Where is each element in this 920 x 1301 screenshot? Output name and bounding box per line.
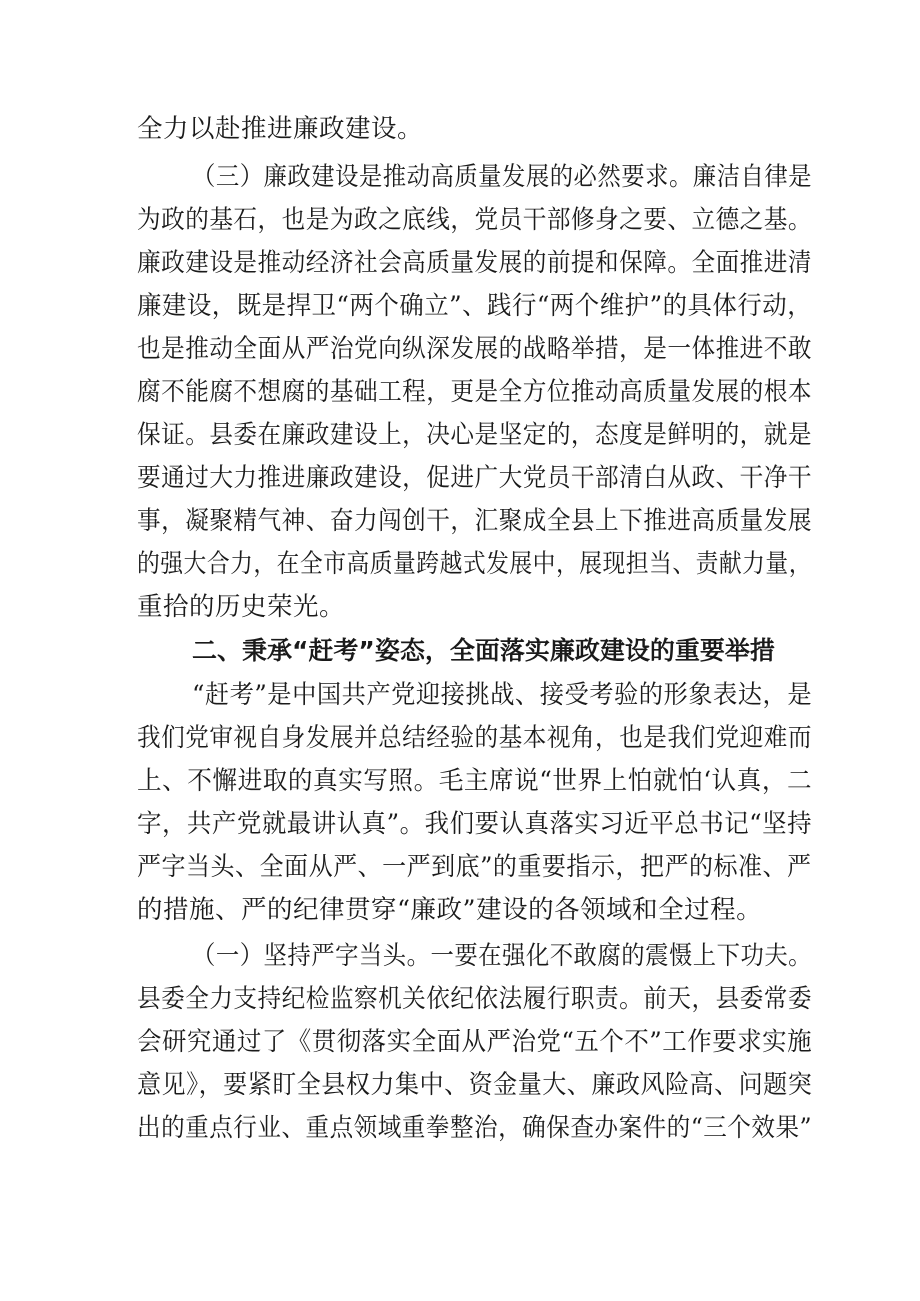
paragraph-line: 县委全力支持纪检监察机关依纪依法履行职责。前天，县委常委	[137, 984, 813, 1014]
paragraph-line: 出的重点行业、重点领域重拳整治，确保查办案件的“三个效果”	[137, 1113, 813, 1143]
paragraph-line: 廉建设，既是捍卫“两个确立”、践行“两个维护”的具体行动，	[137, 291, 813, 321]
paragraph-line: 我们党审视自身发展并总结经验的基本视角，也是我们党迎难而	[137, 723, 813, 753]
paragraph-line: 重拾的历史荣光。	[137, 592, 346, 622]
paragraph-line: 事，凝聚精气神、奋力闯创干，汇聚成全县上下推进高质量发展	[137, 506, 813, 536]
paragraph-line: 腐不能腐不想腐的基础工程，更是全方位推动高质量发展的根本	[137, 377, 813, 407]
paragraph-line: 字，共产党就最讲认真”。我们要认真落实习近平总书记“坚持	[137, 809, 813, 839]
paragraph-line: 保证。县委在廉政建设上，决心是坚定的，态度是鲜明的，就是	[137, 420, 813, 450]
paragraph-line: 也是推动全面从严治党向纵深发展的战略举措，是一体推进不敢	[137, 334, 813, 364]
paragraph-line: 廉政建设是推动经济社会高质量发展的前提和保障。全面推进清	[137, 248, 813, 278]
paragraph-line: （一）坚持严字当头。一要在强化不敢腐的震慑上下功夫。	[192, 941, 813, 971]
paragraph-line: 上、不懈进取的真实写照。毛主席说“世界上怕就怕‘认真，二	[137, 766, 813, 796]
paragraph-line: “赶考”是中国共产党迎接挑战、接受考验的形象表达，是	[192, 680, 813, 710]
paragraph-line: 会研究通过了《贯彻落实全面从严治党“五个不”工作要求实施	[137, 1027, 813, 1057]
section-heading: 二、秉承“赶考”姿态，全面落实廉政建设的重要举措	[192, 636, 775, 665]
paragraph-line: 为政的基石，也是为政之底线，党员干部修身之要、立德之基。	[137, 205, 813, 235]
paragraph-line: 的强大合力，在全市高质量跨越式发展中，展现担当、责献力量，	[137, 549, 812, 579]
paragraph-line: 严字当头、全面从严、一严到底”的重要指示，把严的标准、严	[137, 852, 812, 882]
paragraph-line: 全力以赴推进廉政建设。	[137, 114, 424, 144]
paragraph-line: 的措施、严的纪律贯穿“廉政”建设的各领域和全过程。	[137, 895, 763, 925]
paragraph-line: 意见》，要紧盯全县权力集中、资金量大、廉政风险高、问题突	[137, 1070, 813, 1100]
paragraph-line: （三）廉政建设是推动高质量发展的必然要求。廉洁自律是	[192, 162, 813, 192]
paragraph-line: 要通过大力推进廉政建设，促进广大党员干部清白从政、干净干	[137, 463, 813, 493]
